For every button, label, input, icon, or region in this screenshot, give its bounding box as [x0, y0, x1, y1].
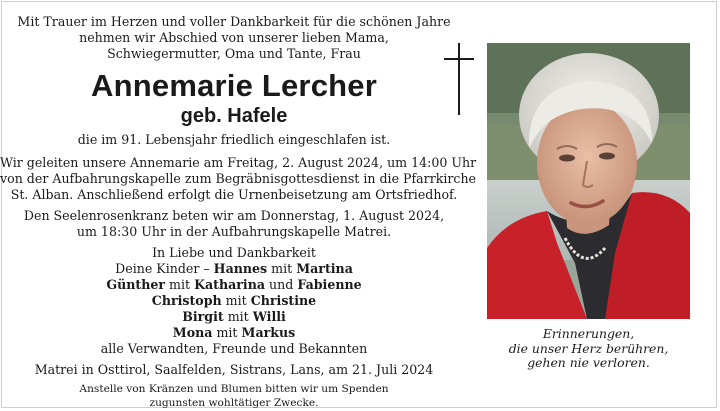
portrait-photo — [487, 43, 690, 319]
notice-text — [0, 14, 477, 410]
rosary-line-1: Den Seelenrosenkranz beten wir am Donnerstag, 1. August 2024, — [23, 208, 445, 223]
intro-line-1: Mit Trauer im Herzen und voller Dankbarkeit für die schönen Jahre — [17, 14, 451, 29]
family-line-1: Deine Kinder – Hannes mit Martina — [115, 261, 353, 276]
age-line: die im 91. Lebensjahr friedlich eingeschlafen ist. — [77, 132, 391, 147]
family-line-5: Mona mit Markus — [172, 325, 296, 340]
funeral-line-3: St. Alban. Anschließend erfolgt die Urnenbeisetzung am Ortsfriedhof. — [10, 187, 458, 202]
quote-line-2: die unser Herz berühren, — [508, 340, 669, 356]
family-line-3: Christoph mit Christine — [151, 293, 317, 308]
deceased-name: Annemarie Lercher — [91, 68, 377, 103]
memorial-quote — [487, 327, 690, 371]
family-line-4: Birgit mit Willi — [182, 309, 286, 324]
quote-line-1: Erinnerungen, — [542, 326, 635, 341]
donation-line-2: zugunsten wohltätiger Zwecke. — [149, 397, 319, 409]
intro-line-2: nehmen wir Abschied von unserer lieben Mama, — [79, 30, 389, 45]
family-line-2: Günther mit Katharina und Fabienne — [106, 277, 362, 292]
funeral-line-1: Wir geleiten unsere Annemarie am Freitag, 2. August 2024, um 14:00 Uhr — [0, 155, 477, 170]
family-heading: In Liebe und Dankbarkeit — [152, 245, 316, 260]
maiden-name: geb. Hafele — [180, 105, 288, 127]
donation-line-1: Anstelle von Kränzen und Blumen bitten wir um Spenden — [79, 383, 389, 395]
funeral-line-2: von der Aufbahrungskapelle zum Begräbnisgottesdienst in die Pfarrkirche — [0, 171, 477, 186]
place-date: Matrei in Osttirol, Saalfelden, Sistrans, Lans, am 21. Juli 2024 — [34, 362, 434, 377]
quote-line-3: gehen nie verloren. — [527, 355, 650, 370]
intro-line-3: Schwiegermutter, Oma und Tante, Frau — [107, 46, 361, 61]
rosary-line-2: um 18:30 Uhr in der Aufbahrungskapelle Matrei. — [76, 224, 392, 239]
cross-icon — [444, 43, 474, 115]
family-relatives: alle Verwandten, Freunde und Bekannten — [100, 341, 368, 356]
